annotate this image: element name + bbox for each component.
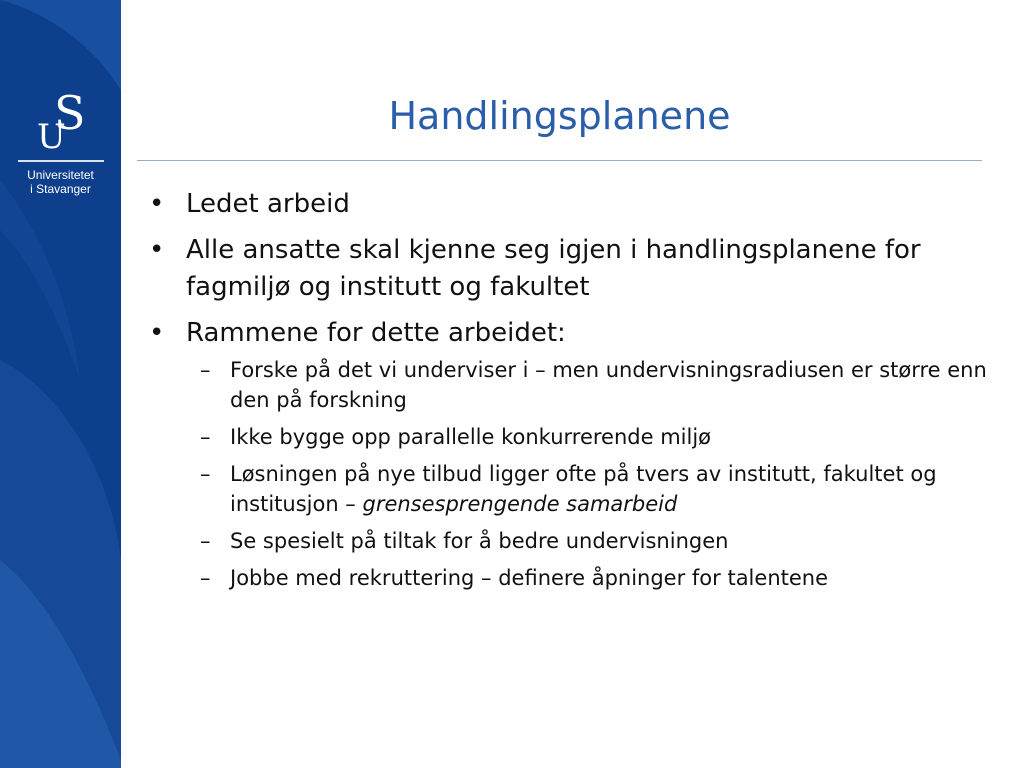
- sub-bullet-item: [186, 563, 992, 593]
- bullet-marker: •: [149, 235, 165, 265]
- bullet-item: [142, 232, 992, 306]
- sidebar-banner: [0, 0, 121, 768]
- bullet-item: [142, 186, 992, 223]
- bullet-marker: •: [149, 189, 165, 219]
- logo-text: [0, 168, 121, 196]
- logo-mark: [0, 86, 121, 160]
- bullet-item: [142, 315, 992, 593]
- bullet-text: Alle ansatte skal kjenne seg igjen i handlingsplanene for fagmiljø og institutt og fakultet: [186, 235, 921, 302]
- sub-bullet-item: [186, 422, 992, 452]
- sub-bullet-emphasis: grensesprengende samarbeid: [362, 492, 678, 516]
- sub-bullet-list: [186, 355, 992, 593]
- sub-bullet-marker: –: [200, 358, 211, 382]
- bullet-list: [142, 186, 992, 593]
- sub-bullet-item: [186, 526, 992, 556]
- sub-bullet-marker: –: [200, 425, 211, 449]
- bullet-text: Rammene for dette arbeidet:: [186, 318, 566, 348]
- sub-bullet-text: Løsningen på nye tilbud ligger ofte på tvers av institutt, fakultet og institusjon –: [230, 462, 937, 516]
- sub-bullet-marker: –: [200, 462, 211, 486]
- logo-line-1: Universitetet: [27, 168, 94, 182]
- slide-title: Handlingsplanene: [388, 94, 731, 138]
- title-divider: [137, 160, 982, 161]
- logo-divider: [18, 160, 104, 162]
- sub-bullet-text: Ikke bygge opp parallelle konkurrerende miljø: [230, 425, 712, 449]
- university-logo: [0, 86, 121, 196]
- sub-bullet-marker: –: [200, 566, 211, 590]
- logo-letter-s: S: [54, 86, 86, 140]
- sub-bullet-text: Forske på det vi underviser i – men undervisningsradiusen er større enn den på forskning: [230, 358, 987, 412]
- logo-letter-u: U: [37, 117, 66, 157]
- bullet-marker: •: [149, 318, 165, 348]
- sub-bullet-item: [186, 459, 992, 519]
- bullet-text: Ledet arbeid: [186, 189, 350, 219]
- sub-bullet-text: Jobbe med rekruttering – definere åpninger for talentene: [230, 566, 829, 590]
- sub-bullet-text: Se spesielt på tiltak for å bedre undervisningen: [230, 529, 729, 553]
- sub-bullet-item: [186, 355, 992, 415]
- logo-line-2: i Stavanger: [30, 182, 91, 196]
- slide-body: [142, 186, 992, 602]
- sub-bullet-marker: –: [200, 529, 211, 553]
